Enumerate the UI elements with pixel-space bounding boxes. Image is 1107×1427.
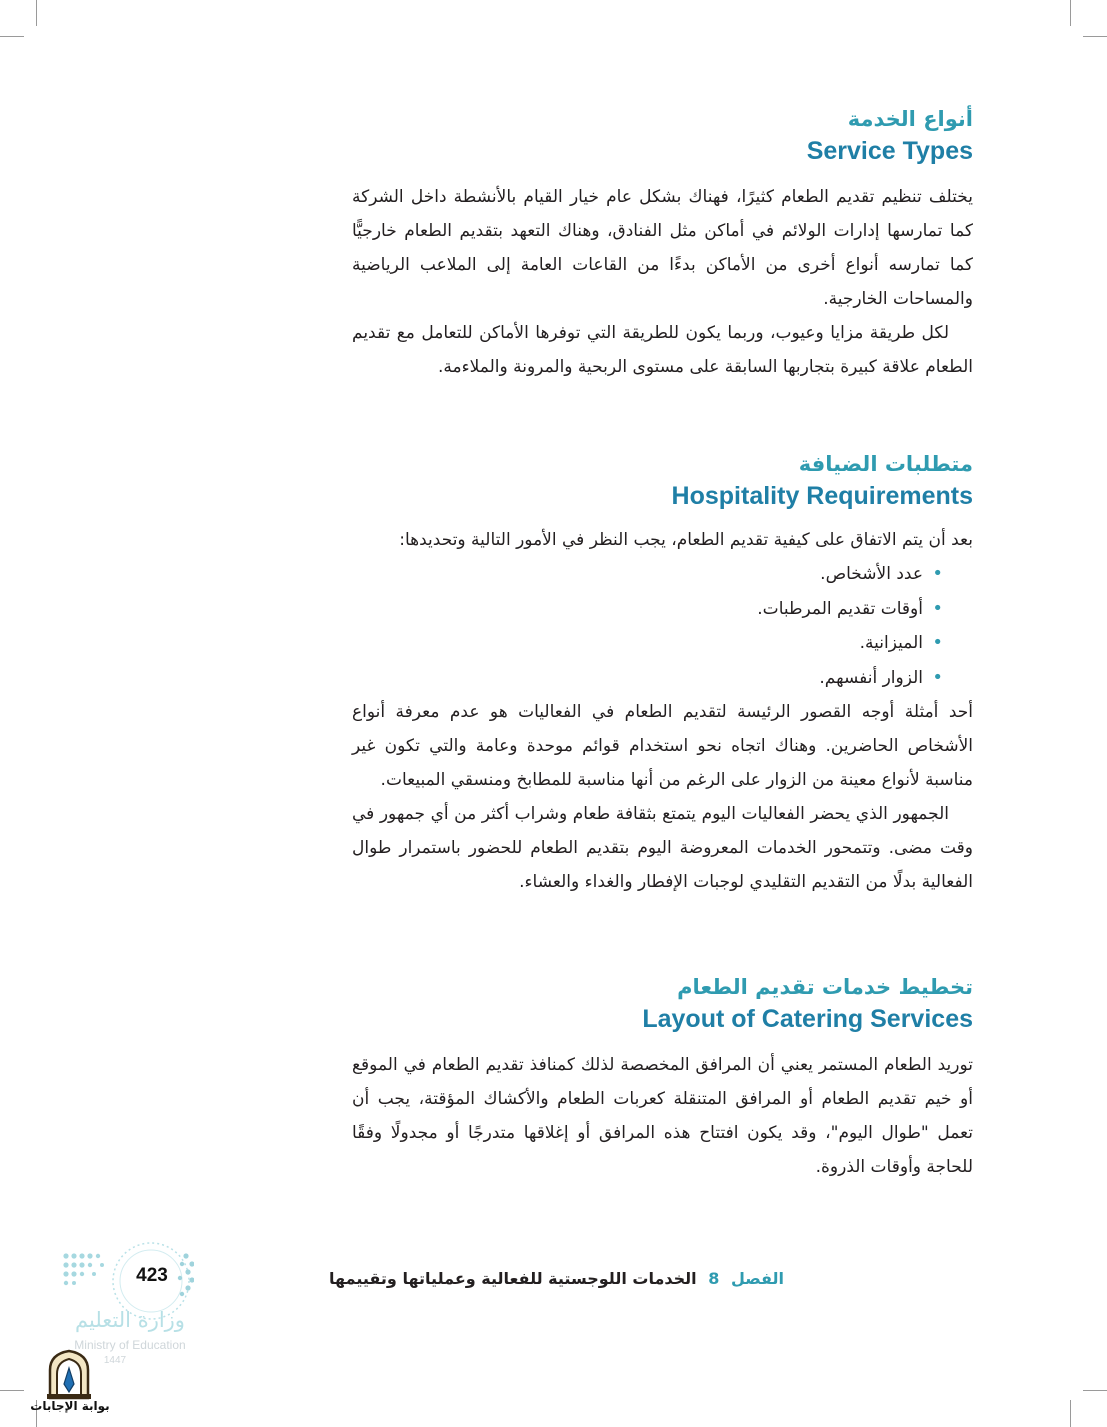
gate-logo-icon <box>44 1348 94 1400</box>
crop-mark-top-left-v <box>36 0 37 26</box>
ministry-year: 1447 <box>103 1355 127 1366</box>
crop-mark-top-right-h <box>1083 36 1107 37</box>
bullet-icon: • <box>932 666 943 688</box>
crop-mark-bottom-right-v <box>1070 1400 1071 1427</box>
section-heading-ar: أنواع الخدمة <box>847 107 973 131</box>
section-heading-en: Layout of Catering Services <box>642 1005 973 1033</box>
paragraph-intro: بعد أن يتم الاتفاق على كيفية تقديم الطعام، يجب النظر في الأمور التالية وتحديدها: <box>399 530 973 550</box>
bullet-list <box>352 557 973 695</box>
chapter-number: 8 <box>708 1269 720 1288</box>
list-item <box>352 626 943 661</box>
section-heading-ar: متطلبات الضيافة <box>798 452 973 476</box>
list-item <box>352 557 943 592</box>
list-item-text: أوقات تقديم المرطبات. <box>757 598 923 619</box>
bullet-icon: • <box>932 563 943 584</box>
list-item-text: الزوار أنفسهم. <box>819 667 923 688</box>
chapter-label: الفصل <box>730 1269 784 1288</box>
running-footer <box>329 1266 784 1292</box>
list-item-text: عدد الأشخاص. <box>820 564 923 584</box>
bullet-icon: • <box>932 597 943 619</box>
ministry-name-ar: وزارة التعليم <box>75 1308 185 1332</box>
list-item <box>352 592 943 627</box>
ministry-name-en: Ministry of Education <box>74 1338 186 1352</box>
list-item-text: الميزانية. <box>859 633 923 653</box>
gate-logo-label: بوابة الإجابات <box>30 1399 110 1413</box>
paragraph: يختلف تنظيم تقديم الطعام كثيرًا، فهناك بشكل عام خيار القيام بالأنشطة داخل الشركة كما تمارسها إدارات الولائم في أماكن مثل الفنادق، وهناك التعهد بتقديم الطعام خارجيًّا كما تمارسه أنواع أخرى من الأماكن بدءًا من القاعات العامة إلى الملاعب الرياضية والمساحات الخارجية. <box>352 187 973 309</box>
page-number: 423 <box>136 1265 168 1286</box>
dot-grid-icon <box>62 1252 108 1286</box>
section-heading-en: Service Types <box>806 137 973 165</box>
chapter-title: الخدمات اللوجستية للفعالية وعملياتها وتقييمها <box>329 1269 697 1288</box>
section-service-types <box>352 104 973 384</box>
paragraph: توريد الطعام المستمر يعني أن المرافق المخصصة لذلك كمنافذ تقديم الطعام في الموقع أو خيم تقديم الطعام أو المرافق المتنقلة كعربات الطعام والأكشاك المؤقتة، يجب أن تعمل "طوال اليوم"، وقد يكون افتتاح هذه المرافق أو إغلاقها متدرجًا أو مجدولًا وفقًا للحاجة وأوقات الذروة. <box>352 1055 973 1177</box>
crop-mark-top-left-h <box>0 36 24 37</box>
paragraph: لكل طريقة مزايا وعيوب، وربما يكون للطريقة التي توفرها الأماكن للتعامل مع تقديم الطعام علاقة كبيرة بتجاربها السابقة على مستوى الربحية والمرونة والملاءمة. <box>352 323 973 377</box>
section-hospitality-requirements <box>352 449 973 899</box>
crop-mark-bottom-right-h <box>1083 1390 1107 1391</box>
crop-mark-top-right-v <box>1070 0 1071 26</box>
section-heading-en: Hospitality Requirements <box>671 482 973 510</box>
bullet-icon: • <box>932 632 943 653</box>
section-catering-layout <box>352 972 973 1184</box>
crop-mark-bottom-left-h <box>0 1390 24 1391</box>
section-heading-ar: تخطيط خدمات تقديم الطعام <box>677 975 973 999</box>
paragraph: الجمهور الذي يحضر الفعاليات اليوم يتمتع بثقافة طعام وشراب أكثر من أي جمهور في وقت مضى. وتتمحور الخدمات المعروضة اليوم بتقديم الطعام للحضور باستمرار طوال الفعالية بدلًا من التقديم التقليدي لوجبات الإفطار والغداء والعشاء. <box>352 804 973 892</box>
list-item <box>352 661 943 696</box>
paragraph: أحد أمثلة أوجه القصور الرئيسة لتقديم الطعام في الفعاليات هو عدم معرفة أنواع الأشخاص الحاضرين. وهناك اتجاه نحو استخدام قوائم موحدة وعامة والتي تكون غير مناسبة لأنواع معينة من الزوار على الرغم من أنها مناسبة للمطابخ ومنسقي المبيعات. <box>352 702 973 790</box>
